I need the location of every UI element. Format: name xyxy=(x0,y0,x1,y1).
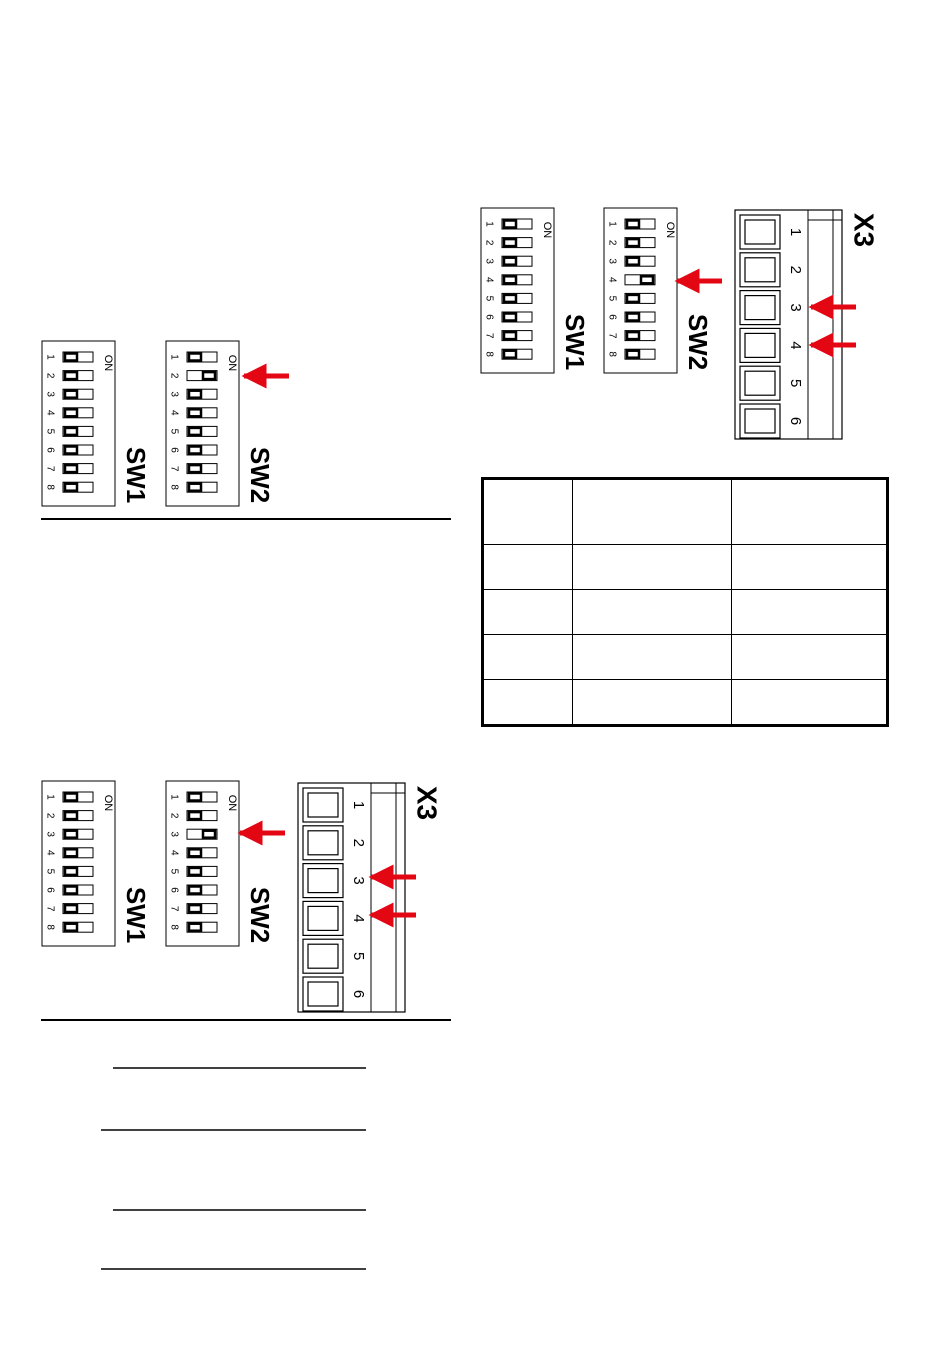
dip-knob xyxy=(504,258,516,265)
table-cell xyxy=(573,680,732,726)
table-cell xyxy=(732,545,888,590)
table-cell xyxy=(732,479,888,545)
terminal-screw-inner xyxy=(308,944,338,968)
dip-knob xyxy=(627,258,639,265)
dip-position-number: 3 xyxy=(168,391,180,397)
terminal-screw-inner xyxy=(745,409,775,433)
dip-knob xyxy=(504,332,516,339)
table-cell xyxy=(573,590,732,635)
terminal-label: X3 xyxy=(411,785,443,821)
dip-position-number: 3 xyxy=(168,831,180,837)
dip-knob xyxy=(65,391,77,398)
dip-position-number: 3 xyxy=(44,831,56,837)
terminal-screw-inner xyxy=(308,831,338,855)
dip-knob xyxy=(65,354,77,361)
dip-position-number: 7 xyxy=(44,905,56,912)
terminal-pin-number: 2 xyxy=(787,265,805,274)
dip-position-number: 8 xyxy=(168,484,180,490)
terminal-block-x3 xyxy=(735,210,880,439)
dip-position-number: 5 xyxy=(483,295,495,302)
dip-knob xyxy=(65,868,77,875)
dip-knob xyxy=(641,276,653,283)
dip-knob xyxy=(203,831,215,838)
dip-position-number: 8 xyxy=(168,924,180,930)
dip-switch-sw2 xyxy=(166,781,275,946)
terminal-pin-number: 4 xyxy=(787,341,805,350)
dip-position-number: 1 xyxy=(44,354,56,360)
dip-on-label: ON xyxy=(541,221,554,239)
dip-knob xyxy=(504,295,516,302)
dip-knob xyxy=(627,295,639,302)
dip-position-number: 8 xyxy=(44,484,56,490)
table-row xyxy=(483,635,888,680)
table-cell xyxy=(573,635,732,680)
dip-knob xyxy=(189,812,201,819)
dip-position-number: 6 xyxy=(483,314,495,320)
terminal-pin-number: 1 xyxy=(787,227,805,237)
dip-knob xyxy=(189,354,201,361)
switch-label: SW2 xyxy=(245,446,276,504)
terminal-label: X3 xyxy=(848,212,880,248)
dip-position-number: 4 xyxy=(483,277,495,283)
dip-position-number: 5 xyxy=(44,868,56,875)
dip-position-number: 7 xyxy=(168,465,180,472)
dip-knob xyxy=(627,351,639,358)
dip-switch-sw2 xyxy=(166,341,275,506)
dip-knob xyxy=(65,428,77,435)
terminal-screw-inner xyxy=(308,869,338,893)
dip-knob xyxy=(189,849,201,856)
dip-knob xyxy=(189,794,201,801)
dip-position-number: 4 xyxy=(44,410,56,416)
dip-position-number: 7 xyxy=(483,332,495,339)
table-cell xyxy=(483,545,573,590)
terminal-screw-inner xyxy=(308,793,338,817)
dip-position-number: 7 xyxy=(168,905,180,912)
dip-knob xyxy=(627,221,639,228)
dip-knob xyxy=(65,794,77,801)
dip-position-number: 5 xyxy=(44,428,56,435)
terminal-pin-number: 2 xyxy=(350,838,368,847)
dip-knob xyxy=(65,812,77,819)
dip-position-number: 3 xyxy=(483,258,495,264)
dip-knob xyxy=(65,831,77,838)
dip-position-number: 3 xyxy=(606,258,618,264)
dip-position-number: 1 xyxy=(606,221,618,227)
dip-position-number: 2 xyxy=(483,239,495,246)
dip-knob xyxy=(65,484,77,491)
switch-label: SW2 xyxy=(683,313,714,371)
dip-knob xyxy=(65,372,77,379)
dip-knob xyxy=(65,849,77,856)
dip-knob xyxy=(189,868,201,875)
dip-knob xyxy=(65,447,77,454)
dip-knob xyxy=(189,905,201,912)
dip-position-number: 6 xyxy=(168,447,180,453)
table-cell xyxy=(483,590,573,635)
dip-position-number: 6 xyxy=(168,887,180,893)
dip-knob xyxy=(504,351,516,358)
dip-on-label: ON xyxy=(226,794,239,812)
dip-knob xyxy=(504,276,516,283)
dip-knob xyxy=(504,221,516,228)
dip-knob xyxy=(189,428,201,435)
dip-knob xyxy=(627,314,639,321)
dip-knob xyxy=(189,447,201,454)
dip-on-label: ON xyxy=(226,354,239,372)
table-cell xyxy=(483,680,573,726)
dip-knob xyxy=(189,887,201,894)
dip-position-number: 5 xyxy=(168,428,180,435)
dip-knob xyxy=(627,332,639,339)
dip-knob xyxy=(203,372,215,379)
dip-position-number: 6 xyxy=(44,887,56,893)
terminal-screw-inner xyxy=(745,333,775,357)
dip-position-number: 8 xyxy=(44,924,56,930)
dip-switch-sw2 xyxy=(604,208,713,373)
switch-label: SW1 xyxy=(121,886,152,944)
dip-switch-sw1 xyxy=(481,208,590,373)
dip-position-number: 4 xyxy=(168,410,180,416)
switch-label: SW1 xyxy=(560,313,591,371)
dip-position-number: 1 xyxy=(483,221,495,227)
dip-position-number: 3 xyxy=(44,391,56,397)
terminal-screw-inner xyxy=(308,982,338,1006)
dip-knob xyxy=(189,391,201,398)
dip-position-number: 2 xyxy=(168,372,180,379)
dip-knob xyxy=(65,465,77,472)
table-cell xyxy=(483,635,573,680)
table-cell xyxy=(573,479,732,545)
dip-position-number: 2 xyxy=(168,812,180,819)
dip-position-number: 1 xyxy=(168,794,180,800)
dip-position-number: 5 xyxy=(168,868,180,875)
dip-knob xyxy=(627,239,639,246)
table-row xyxy=(483,590,888,635)
table-cell xyxy=(732,635,888,680)
dip-switch-sw1 xyxy=(42,341,151,506)
dip-position-number: 6 xyxy=(44,447,56,453)
dip-knob xyxy=(504,314,516,321)
dip-on-label: ON xyxy=(102,794,115,812)
dip-knob xyxy=(65,905,77,912)
terminal-screw-inner xyxy=(745,371,775,395)
terminal-pin-number: 3 xyxy=(350,876,368,885)
dip-knob xyxy=(189,465,201,472)
dip-on-label: ON xyxy=(102,354,115,372)
dip-knob xyxy=(189,924,201,931)
dip-position-number: 2 xyxy=(44,812,56,819)
terminal-pin-number: 4 xyxy=(350,914,368,923)
table-cell xyxy=(483,479,573,545)
terminal-pin-number: 6 xyxy=(787,416,805,426)
dip-knob xyxy=(504,239,516,246)
settings-table xyxy=(481,477,889,727)
table-cell xyxy=(732,590,888,635)
terminal-pin-number: 5 xyxy=(787,379,805,388)
dip-knob xyxy=(189,409,201,416)
dip-position-number: 8 xyxy=(606,351,618,357)
terminal-pin-number: 1 xyxy=(350,800,368,810)
dip-position-number: 6 xyxy=(606,314,618,320)
switch-label: SW1 xyxy=(121,446,152,504)
terminal-screw-inner xyxy=(745,220,775,244)
terminal-block-x3 xyxy=(298,783,443,1012)
terminal-screw-inner xyxy=(745,258,775,282)
terminal-pin-number: 3 xyxy=(787,303,805,312)
terminal-screw-inner xyxy=(745,296,775,320)
table-cell xyxy=(732,680,888,726)
dip-position-number: 2 xyxy=(606,239,618,246)
dip-position-number: 7 xyxy=(44,465,56,472)
terminal-pin-number: 5 xyxy=(350,952,368,961)
table-cell xyxy=(573,545,732,590)
table-header-row xyxy=(483,479,888,545)
dip-position-number: 8 xyxy=(483,351,495,357)
dip-position-number: 2 xyxy=(44,372,56,379)
table-row xyxy=(483,680,888,726)
table-row xyxy=(483,545,888,590)
dip-position-number: 1 xyxy=(168,354,180,360)
dip-knob xyxy=(189,484,201,491)
dip-position-number: 4 xyxy=(44,850,56,856)
dip-position-number: 5 xyxy=(606,295,618,302)
terminal-pin-number: 6 xyxy=(350,989,368,999)
switch-label: SW2 xyxy=(245,886,276,944)
dip-on-label: ON xyxy=(664,221,677,239)
dip-knob xyxy=(65,887,77,894)
dip-position-number: 4 xyxy=(168,850,180,856)
dip-knob xyxy=(65,409,77,416)
dip-position-number: 1 xyxy=(44,794,56,800)
dip-knob xyxy=(65,924,77,931)
dip-position-number: 7 xyxy=(606,332,618,339)
dip-position-number: 4 xyxy=(606,277,618,283)
dip-switch-sw1 xyxy=(42,781,151,946)
terminal-screw-inner xyxy=(308,906,338,930)
